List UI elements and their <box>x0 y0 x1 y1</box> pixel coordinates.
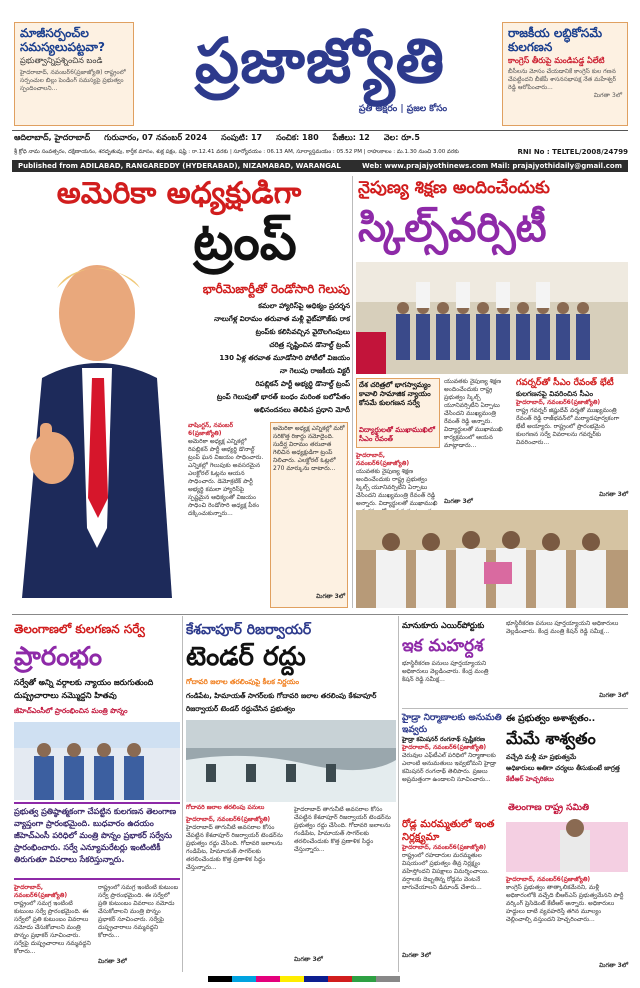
brs-bullet-1: వచ్చేది మళ్లీ మా ప్రభుత్వమే <box>506 753 577 761</box>
skills-more[interactable]: మిగతా 3లో <box>444 498 473 505</box>
airport-rule <box>402 708 628 709</box>
teaser-left-headline-1: మాజీసర్పంచ్‌ల <box>20 26 89 40</box>
editions-bar <box>12 160 628 172</box>
reservoir-kicker: కేశవాపూర్ రిజర్వాయర్ <box>186 622 312 638</box>
reservoir-headline: టెండర్ రద్దు <box>186 642 306 672</box>
reservoir-subhead: గండిపేట, హిమాయత్ సాగర్‌లకు గోదావరి జలాల తరలింపు కేశవాపూర్ రిజర్వాయర్ టెండర్ రద్దుచేసిన ప్రభుత్వం <box>186 692 377 713</box>
infobar-pages: పేజీలు: 12 <box>332 133 370 142</box>
skills-headline: స్కిల్స్‌వర్సిటీ <box>358 205 547 251</box>
survey-photo <box>14 722 180 800</box>
lead-dateline: వాషింగ్టన్, నవంబర్ 6(ప్రజాజ్యోతి) <box>188 422 234 437</box>
roads-dateline: హైదరాబాద్, నవంబర్6(ప్రజాజ్యోతి) <box>402 844 487 851</box>
airport-headline: ఇక మహర్దశ <box>402 636 484 656</box>
hydra-story <box>402 712 502 816</box>
col-divider-2 <box>182 616 183 972</box>
survey-more[interactable]: మిగతా 3లో <box>98 958 127 965</box>
skills-dateline: హైదరాబాద్, నవంబర్6(ప్రజాజ్యోతి) <box>356 452 410 467</box>
survey-kicker: తెలంగాణలో కులగణన సర్వే <box>14 622 145 636</box>
hydra-body: చెరువుల ఎఫ్‌టీఎల్ పరిధిలో నిర్మాణాలకు ఎలాంటి అనుమతులు ఇవ్వబోమని హైడ్రా కమిషనర్ రంగనాథ్ తెలిపారు. ప్రజలు అప్రమత్తంగా ఉండాలని సూచించారు... <box>402 752 497 783</box>
lead-subhead: భారీమెజార్టీతో రెండోసారి గెలుపు <box>202 282 350 296</box>
hydra-headline: హైడ్రా నిర్మాణాలకు అనుమతి ఇవ్వరు <box>402 713 502 735</box>
lead-sidebar <box>270 422 348 608</box>
teaser-right-body: బీసీలను మోసం చేయడానికే కాంగ్రెస్ కుల గణన చేపట్టిందని బీజేపీ శాసనసభాపక్ష నేత మహేశ్వర్ రెడ్డి ఆరోపించారు... <box>508 68 617 91</box>
skills-photo-art <box>356 262 628 374</box>
teaser-left[interactable] <box>14 22 134 126</box>
survey-subhead: సర్వేతో అన్ని వర్గాలకు న్యాయం జరుగుతుంది దుష్ప్రచారాలు నమ్మొద్దని హితవు <box>14 678 154 700</box>
hydra-dateline: హైదరాబాద్, నవంబర్6(ప్రజాజ్యోతి) <box>402 744 487 751</box>
reservoir-body: హైదరాబాద్ తాగునీటి అవసరాల కోసం చేపట్టిన కేశవాపూర్ రిజర్వాయర్ టెండర్‌ను ప్రభుత్వం రద్దు చేసింది. గోదావరి జలాలను గండిపేట, హిమాయత్ సాగర్‌లకు తరలించేందుకు కొత్త ప్రణాళిక సిద్ధం చేస్తున్నారు... <box>186 824 283 871</box>
brs-bullets <box>506 752 628 798</box>
governor-subline: కులగణనపై వివరించిన సీఎం <box>516 390 594 398</box>
teaser-right-more[interactable]: మిగతా 3లో <box>593 92 622 99</box>
brs-body-col <box>506 876 628 972</box>
lead-point-9: అభినందనలు తెలిపిన ప్రధాని మోదీ <box>253 406 350 414</box>
skills-box <box>356 378 440 448</box>
teaser-right-subline: కాంగ్రెస్ తీరుపై మండిపడ్డ ఏలేటి <box>508 56 605 65</box>
roads-story <box>402 818 502 972</box>
lead-point-4: చరిత్ర సృష్టించిన డొనాల్డ్ ట్రంప్ <box>269 341 350 349</box>
governor-body: రాష్ట్ర గవర్నర్ జిష్ణుదేవ్ వర్మతో ముఖ్యమంత్రి రేవంత్ రెడ్డి రాజ్‌భవన్‌లో మర్యాదపూర్వకంగా భేటీ అయ్యారు. రాష్ట్రంలో ప్రారంభమైన కులగణన సర్వే వివరాలను గవర్నర్‌కు వివరించారు... <box>516 407 620 446</box>
governor-headline: గవర్నర్‌తో సీఎం రేవంత్ భేటీ <box>516 378 614 388</box>
airport-body-col <box>402 660 502 704</box>
teaser-right-headline: రాజకీయ లబ్ధికోసమే కులగణన <box>508 26 603 54</box>
survey-caption: ప్రభుత్వ ప్రతిష్ఠాత్మకంగా చేపట్టిన కులగణన తెలంగాణ వ్యాప్తంగా ప్రారంభమైంది. బుధవారం ఉదయం జీహెచ్ఎంసీ పరిధిలో మంత్రి పొన్నం ప్రభాకర్ సర్వేను ప్రారంభించారు. సర్వే ఎన్యూమరేటర్లు ఇంటింటికీ తిరుగుతూ వివరాలు సేకరిస్తున్నారు. <box>14 807 177 864</box>
brs-photo-caption: తెలంగాణ రాష్ట్ర సమితి <box>508 803 590 813</box>
skills-body: యువతకు నైపుణ్య శిక్షణ అందించేందుకు రాష్ట్ర ప్రభుత్వం స్కిల్స్ యూనివర్సిటీని ఏర్పాటు చేసిందని ముఖ్యమంత్రి రేవంత్ రెడ్డి అన్నారు. విద్యార్థులతో ముఖాముఖి కార్యక్రమంలో ఆయన మాట్లాడారు... <box>444 378 503 449</box>
reservoir-more[interactable]: మిగతా 3లో <box>294 956 323 963</box>
reservoir-body-col1 <box>186 816 288 972</box>
brs-dateline: హైదరాబాద్, నవంబర్6(ప్రజాజ్యోతి) <box>506 876 591 883</box>
airport-kicker: మానుకూరు ఎయిర్‌పోర్టుకు <box>402 621 485 630</box>
infobar-volume: సంపుటి: 17 <box>221 133 263 142</box>
reservoir-photo <box>186 720 396 802</box>
lead-sidebar-text: అమెరికా అధ్యక్ష ఎన్నికల్లో మరో సరికొత్త రికార్డు నమోదైంది. సుదీర్ఘ విరామం తరువాత గెలిచిన అధ్యక్షుడిగా ట్రంప్ నిలిచారు. ఎలక్టోరల్ ఓట్లలో 270 మార్కును దాటారు... <box>273 425 345 472</box>
skills-box-highlight: విద్యార్థులతో ముఖాముఖిలో సీఎం రేవంత్ <box>359 426 435 443</box>
reservoir-dateline: హైదరాబాద్, నవంబర్6(ప్రజాజ్యోతి) <box>186 816 271 823</box>
brs-more[interactable]: మిగతా 3లో <box>599 962 628 969</box>
lead-body-col <box>188 422 266 608</box>
survey-dateline: హైదరాబాద్, నవంబర్6(ప్రజాజ్యోతి) <box>14 884 68 899</box>
survey-highlight: జీహెచ్ఎంసీలో ప్రారంభించిన మంత్రి పొన్నం <box>14 707 128 715</box>
col-divider <box>352 176 353 608</box>
governor-story <box>516 378 628 506</box>
survey-body: రాష్ట్రంలో సమగ్ర ఇంటింటి కుటుంబ సర్వే ప్రారంభమైంది. ఈ సర్వేలో ప్రతి కుటుంబం వివరాలు నమోదు చేసుకోవాలని మంత్రి పొన్నం ప్రభాకర్ సూచించారు. సర్వేపై దుష్ప్రచారాలు నమ్మవద్దని కోరారు... <box>14 900 91 955</box>
teaser-left-body: హైదరాబాద్, నవంబర్6(ప్రజాజ్యోతి) రాష్ట్రంలో సర్పంచుల బిల్లు పెండింగ్ సమస్యపై ప్రభుత్వం స్పందించాలని... <box>20 69 126 92</box>
skills-photo <box>356 262 628 374</box>
infobar-city: ఆదిలాబాద్, హైదరాబాద్ <box>14 133 91 142</box>
lead-point-7: రిపబ్లికన్ పార్టీ అభ్యర్థి డొనాల్డ్ ట్రంప్ <box>255 380 350 388</box>
survey-caption-box <box>14 802 180 880</box>
lead-body: అమెరికా అధ్యక్ష ఎన్నికల్లో రిపబ్లికన్ పార్టీ అభ్యర్థి డొనాల్డ్ ట్రంప్ ఘన విజయం సాధించారు. ఎన్నికల్లో గెలుపుకు అవసరమైన ఎలక్టోరల్ ఓట్లను ఆయన సాధించారు. డెమోక్రటిక్ పార్టీ అభ్యర్థి కమలా హ్యారిస్‌పై స్పష్టమైన ఆధిక్యంతో విజయం సాధించి రెండోసారి అధ్యక్ష పీఠం దక్కించుకున్నారు... <box>188 438 264 517</box>
roads-more[interactable]: మిగతా 3లో <box>402 952 431 959</box>
survey-photo-art <box>14 722 180 800</box>
web-text: Web: www.prajajyothinews.com Mail: prajajyothidaily@gmail.com <box>362 162 622 170</box>
governor-dateline: హైదరాబాద్, నవంబర్6(ప్రజాజ్యోతి) <box>516 399 601 406</box>
reservoir-body-col2 <box>294 806 396 972</box>
infobar-issue: సంచిక: 180 <box>276 133 319 142</box>
survey-body-cont: రాష్ట్రంలో సమగ్ర ఇంటింటి కుటుంబ సర్వే ప్రారంభమైంది. ఈ సర్వేలో ప్రతి కుటుంబం వివరాలు నమోదు చేసుకోవాలని మంత్రి పొన్నం ప్రభాకర్ సూచించారు. సర్వేపై దుష్ప్రచారాలు నమ్మవద్దని కోరారు... <box>98 884 179 939</box>
skills-dateline-col <box>356 452 440 507</box>
teaser-left-subline: ప్రభుత్వాన్నిప్రశ్నించిన బండి <box>20 56 103 65</box>
airport-body-cont: భూస్థిరీకరణ పనులు పూర్తయ్యాయని అధికారులు వెల్లడించారు. కేంద్ర మంత్రి కిషన్ రెడ్డి సమీక్ష... <box>506 620 619 635</box>
teaser-left-headline-2: సమస్యలుపట్టవా? <box>20 40 105 54</box>
airport-more[interactable]: మిగతా 3లో <box>599 692 628 699</box>
lead-kicker: అమెరికా అధ్యక్షుడిగా <box>56 176 302 211</box>
airport-body-col2 <box>506 620 628 706</box>
brs-photo <box>506 800 628 872</box>
masthead-tagline: ప్రతి అక్షరం | ప్రజల కోసం <box>358 104 448 114</box>
lead-more[interactable]: మిగతా 3లో <box>316 593 345 600</box>
skills-body-cont: యువతకు నైపుణ్య శిక్షణ అందించేందుకు రాష్ట్ర ప్రభుత్వం స్కిల్స్ యూనివర్సిటీని ఏర్పాటు చేసిందని ముఖ్యమంత్రి రేవంత్ రెడ్డి అన్నారు. విద్యార్థులతో ముఖాముఖి <box>356 468 438 507</box>
lead-point-2: నాలుగేళ్ల విరామం తరువాత మళ్లీ వైట్‌హౌజ్‌కు రాక <box>214 315 350 323</box>
governor-photo-art <box>356 510 628 608</box>
roads-headline: రోడ్ల మరమ్మతులో ఇంత నిర్లక్ష్యమా <box>402 819 495 843</box>
skills-body-col <box>444 378 512 508</box>
infobar-date: గురువారం, 07 నవంబర్ 2024 <box>104 133 208 142</box>
col-divider-3 <box>398 616 399 972</box>
skills-kicker: నైపుణ్య శిక్షణ అందించేందుకు <box>358 178 550 198</box>
infobar <box>14 133 630 147</box>
brs-body: కాంగ్రెస్ ప్రభుత్వం తాత్కాలికమేనని, మళ్లీ అధికారంలోకి వచ్చేది బీఆర్ఎస్ ప్రభుత్వమేనని పార్టీ వర్కింగ్ ప్రెసిడెంట్ కేటీఆర్ అన్నారు. అధికారులు హద్దులు దాటి వ్యవహరిస్తే తగిన మూల్యం చెల్లించాల్సి వస్తుందని హెచ్చరించారు... <box>506 884 624 923</box>
infobar-top-rule <box>12 130 628 131</box>
governor-photo <box>356 510 628 608</box>
lead-points <box>150 300 350 417</box>
registration-marks <box>208 976 400 982</box>
masthead-title: ప్రజాజ్యోతి <box>194 24 446 97</box>
editions-text: Published from ADILABAD, RANGAREDDY (HYDERABAD), NIZAMABAD, WARANGAL <box>18 162 341 170</box>
reservoir-body-cont: హైదరాబాద్ తాగునీటి అవసరాల కోసం చేపట్టిన కేశవాపూర్ రిజర్వాయర్ టెండర్‌ను ప్రభుత్వం రద్దు చేసింది. గోదావరి జలాలను గండిపేట, హిమాయత్ సాగర్‌లకు తరలించేందుకు కొత్త ప్రణాళిక సిద్ధం చేస్తున్నారు... <box>294 806 391 853</box>
panchangam-strip: శ్రీ క్రోధి నామ సంవత్సరం, దక్షిణాయనం, శరదృతువు, కార్తీక మాసం, శుక్ల పక్షం, షష్ఠి : రా.12.41 వరకు | సూర్యోదయం : 06.13 AM, సూర్యాస్తమయం : 05.52 PM | రాహుకాలం : మ.1.30 నుంచి 3.00 వరకు <box>14 149 459 155</box>
infobar-rni: RNI No : TELTEL/2008/24799 <box>517 148 628 156</box>
teaser-right[interactable] <box>502 22 628 126</box>
reservoir-photo-art <box>186 720 396 802</box>
hydra-subline: హైడ్రా కమిషనర్ రంగనాథ్ స్పష్టీకరణ <box>402 736 485 743</box>
brs-bullet-3: కేటీఆర్ హెచ్చరికలు <box>506 775 554 783</box>
governor-more[interactable]: మిగతా 3లో <box>599 491 628 498</box>
roads-body: రాష్ట్రంలో రహదారుల మరమ్మతుల విషయంలో ప్రభుత్వం తీవ్ర నిర్లక్ష్యం వహిస్తోందని విపక్షాలు విమర్శించాయి. వర్షాలకు దెబ్బతిన్న రోడ్లను వెంటనే బాగుచేయాలని డిమాండ్ చేశారు... <box>402 852 489 891</box>
survey-headline: ప్రారంభం <box>14 642 103 672</box>
section-rule <box>12 614 628 615</box>
reservoir-photo-caption: గోదావరి జలాల తరలింపు పనులు <box>186 804 265 811</box>
brs-headline: మేమే శాశ్వతం <box>506 729 596 748</box>
lead-point-3: ట్రంప్‌కు కలిసివచ్చిన వైదొలగింపులు <box>255 328 350 336</box>
infobar-price: వెల: రూ.5 <box>383 133 420 142</box>
reservoir-highlight: గోదావరి జలాల తరలింపుపై కీలక నిర్ణయం <box>186 678 299 686</box>
airport-body: భూస్థిరీకరణ పనులు పూర్తయ్యాయని అధికారులు వెల్లడించారు. కేంద్ర మంత్రి కిషన్ రెడ్డి సమీక్ష... <box>402 660 489 683</box>
lead-point-5: 130 ఏళ్ల తరవాత మూడోసారి పోటీలో విజయం <box>219 354 350 362</box>
survey-body-col1 <box>14 884 94 970</box>
lead-point-8: ట్రంప్ గెలుపుతో భారత్ బంధం మరింత బలోపేతం <box>216 393 350 401</box>
lead-point-1: కమలా హ్యారిస్‌పై ఆధిక్యం ప్రదర్శన <box>258 302 350 310</box>
lead-point-6: నా గెలుపు రాజకీయ విక్టరీ <box>279 367 350 375</box>
skills-box-headline: దేశ చరిత్రలో భాగస్వామ్యం కావాలి సామాజిక న్యాయం కోసమే కులగణన సర్వే <box>359 381 431 407</box>
brs-bullet-2: అధికారులు అతిగా చర్యలు తీసుకుంటే జాగ్రత్త <box>506 764 620 772</box>
lead-headline: ట్రంప్ <box>193 212 297 272</box>
brs-kicker: ఈ ప్రభుత్వం అశాశ్వతం.. <box>506 714 596 724</box>
survey-body-col2 <box>98 884 180 970</box>
